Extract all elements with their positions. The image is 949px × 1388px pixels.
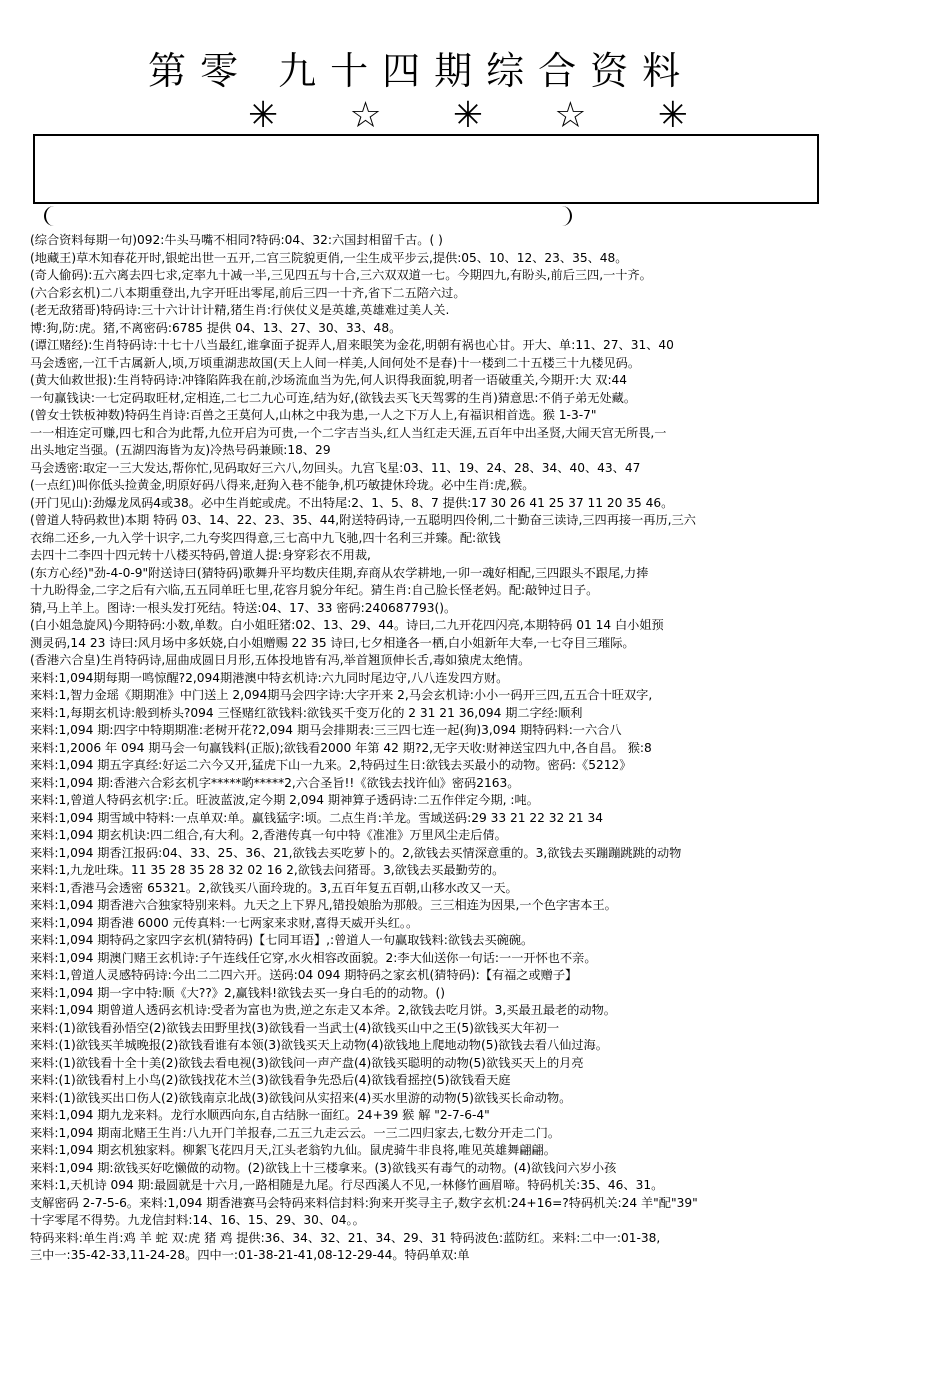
- star-row: [248, 96, 688, 136]
- text-line: (老无敌猪哥)特码诗:三十六计计计精,猪生肖:行侠仗义是英雄,英雄难过美人关.: [30, 303, 450, 317]
- blank-bracket: [44, 206, 572, 226]
- text-line: 来料:1,天机诗 094 期:最圆就是十六月,一路相随是九尾。行尽西溪人不见,一林修竹画眉啼。特码机关:35、46、31。: [30, 1178, 664, 1192]
- text-line: (一点红)叫你低头捡黄金,明原好码八得来,赶狗入巷不能争,机巧敏捷休玲珑。必中生肖:虎,猴。: [30, 478, 535, 492]
- text-line: 来料:1,094 期玄机诀:四二组合,有大利。2,香港传真一句中特《准准》万里风尘走后倩。: [30, 828, 507, 842]
- text-line: 来料:1,094 期:四字中特期期准:老树开花?2,094 期马会排期表:三三四七连一起(狗)3,094 期特码料:一六合八: [30, 723, 622, 737]
- text-line: (六合彩玄机)二八本期重登出,九字开旺出零尾,前后三四一十齐,省下二五陪六过。: [30, 285, 466, 300]
- text-line: 来料:(1)欲钱买出口伤人(2)欲钱南京北战(3)欲钱问从实招来(4)买水里游的动物(5)欲钱买长命动物。: [30, 1090, 572, 1105]
- text-line: 来料:1,每期玄机诗:般到桥头?094 三怪赌红欲钱料:欲钱买千变万化的 2 31 21 36,094 期二字经:顺利: [30, 705, 583, 720]
- outline-star-icon: ☆: [554, 95, 587, 136]
- text-line: 来料:1,094 期特码之家四字玄机(猜特码)【七同耳语】,:曾道人一句赢取钱料:欲钱去买碗碗。: [30, 933, 534, 947]
- text-line: (开门见山):劲爆龙凤码4或38。必中生肖蛇或虎。不出特尾:2、1、5、8、7 提供:17 30 26 41 25 37 11 20 35 46。: [30, 495, 674, 510]
- text-line: 特码来料:单生肖:鸡 羊 蛇 双:虎 猪 鸡 提供:36、34、32、21、34、29、31 特码波色:蓝防红。来料:二中一:01-38,: [30, 1230, 661, 1245]
- content-body: [30, 232, 922, 1265]
- text-line: 来料:1,094 期一字中特:顺《大??》2,赢钱料!欲钱去买一身白毛的的动物。(): [30, 985, 445, 1000]
- text-line: 三中一:35-42-33,11-24-28。四中一:01-38-21-41,08-12-29-44。特码单双:单: [30, 1248, 470, 1262]
- text-line: 来料:1,094 期曾道人透码玄机诗:受者为富也为贵,逆之东走又本斧。2,欲钱去吃月饼。3,买最丑最老的动物。: [30, 1003, 616, 1017]
- text-line: (白小姐急旋风)今期特码:小数,单数。白小姐旺猪:02、13、29、44。诗曰,二九开花四闪亮,本期特码 01 14 白小姐预: [30, 618, 664, 632]
- text-line: (曾道人特码救世)本期 特码 03、14、22、23、35、44,附送特码诗,一五聪明四伶俐,二十勤奋三读诗,三四再接一再历,三六: [30, 513, 696, 527]
- text-line: (曾女士铁板神数)特码生肖诗:百兽之王莫何人,山林之中我为患,一人之下万人上,有福识相首选。猴 1-3-7": [30, 408, 597, 422]
- text-line: 来料:1,香港马会透密 65321。2,欲钱买八面玲珑的。3,五百年复五百朝,山移水改又一天。: [30, 880, 518, 895]
- text-line: (奇人偷码):五六离去四七求,定率九十减一半,三见四五与十合,三六双双道一七。今期四九,有盼头,前后三四,一十齐。: [30, 268, 652, 282]
- asterisk-star-icon: ✳: [248, 95, 279, 136]
- text-line: (地藏王)草木知春花开时,银蛇出世一五开,二宫三院貌更俏,一尘生成平步云,提供:05、10、12、23、35、48。: [30, 250, 628, 265]
- text-line: (综合资料每期一句)092:牛头马嘴不相同?特码:04、32:六国封相留千古。( ): [30, 233, 443, 247]
- text-line: (东方心经)"劲-4-0-9"附送诗曰(猜特码)歌舞升平均数庆佳期,弃商从农学耕地,一卯一魂好相配,三四跟头不跟尾,力捧: [30, 565, 649, 580]
- text-line: 来料:1,智力金瑶《期期准》中门送上 2,094期马会四字诗:大字开来 2,马会玄机诗:小小一码开三四,五五合十旺双字,: [30, 688, 653, 702]
- text-line: 来料:1,094 期香港 6000 元传真料:一七两家来求财,喜得天威开头红。。: [30, 915, 419, 930]
- text-line: 去四十二李四十四元转十八楼买特码,曾道人提:身穿彩衣不用裁,: [30, 548, 371, 562]
- text-line: 来料:1,2006 年 094 期马会一句赢钱料(正版);欲钱看2000 年第 42 期?2,无字天收:财神送宝四九中,各自昌。 猴:8: [30, 740, 652, 755]
- outline-star-icon: ☆: [349, 95, 382, 136]
- text-line: 来料:(1)欲钱看孙悟空(2)欲钱去田野里找(3)欲钱看一当武士(4)欲钱买山中之王(5)欲钱买大年初一: [30, 1020, 560, 1035]
- text-line: 博:狗,防:虎。猪,不离密码:6785 提供 04、13、27、30、33、48。: [30, 320, 402, 335]
- text-line: (谭江赌经):生肖特码诗:十七十八当最红,谁拿面子捉弄人,眉来眼笑为金花,明朝有祸也心甘。开大、单:11、27、31、40: [30, 338, 674, 352]
- text-line: 来料:1,094 期南北赌王生肖:八九开门羊报春,二五三九走云云。一三二四归家去,七数分开走二门。: [30, 1125, 561, 1140]
- text-line: 来料:1,曾道人特码玄机字:丘。旺波蓝波,定今期 2,094 期神算子透码诗:二五作伴定今期, :吨。: [30, 793, 539, 807]
- asterisk-star-icon: ✳: [657, 95, 688, 136]
- text-line: 十九盼得金,二字之后有六临,五五同单旺七里,花容月貌分年纪。猜生肖:自己脸长怪老妈。配:敲钟过日子。: [30, 583, 599, 597]
- text-line: 来料:1,094期每期一鸣惊醒?2,094期港澳中特玄机诗:六九同时尾边守,八八连发四方财。: [30, 670, 509, 685]
- text-line: 出头地定当强。(五湖四海皆为友)冷热号码兼顾:18、29: [30, 443, 331, 457]
- text-line: 来料:1,094 期雪域中特料:一点单双:单。赢钱猛字:顷。二点生肖:羊龙。雪域送码:29 33 21 22 32 21 34: [30, 810, 604, 825]
- text-line: 一句赢钱诀:一七定码取旺材,定相连,二七二九心可连,结为好,(欲钱去买飞天驾雾的生肖)猜意思:不俏子弟无处藏。: [30, 390, 637, 405]
- text-line: 来料:1,094 期澳门赌王玄机诗:子午连线任它穿,水火相容改面貌。2:李大仙送你一句话:一一开怀也不亲。: [30, 950, 597, 965]
- text-line: 来料:(1)欲钱看村上小鸟(2)欲钱找花木兰(3)欲钱看争先恐后(4)欲钱看摇控(5)欲钱看天庭: [30, 1073, 511, 1087]
- text-line: 十字零尾不得势。九龙信封料:14、16、15、29、30、04。。: [30, 1213, 365, 1227]
- text-line: (香港六合皇)生肖特码诗,屈曲成圆日月形,五体投地皆有冯,举首翘顶伸长舌,毒如猿虎太绝情。: [30, 653, 531, 667]
- text-line: 一一相连定可赚,四七和合为此帮,九位开启为可贵,一个二字吉当头,红人当红走天涯,五百年中出圣贤,大闹天宫无所畏,一: [30, 425, 667, 440]
- text-line: 来料:1,094 期五字真经:好运二六今又开,猛虎下山一九来。2,特码过生日:欲钱去买最小的动物。密码:《5212》: [30, 758, 632, 772]
- text-line: 马会透密,一江千古属新人,顷,万顷重湖悲故国(天上人间一样美,人间何处不是春)十一楼到二十五楼三十九楼见码。: [30, 355, 641, 370]
- text-line: 马会透密:取定一三大发达,帮你忙,见码取好三六八,勿回头。九宫飞星:03、11、19、24、28、34、40、43、47: [30, 460, 641, 475]
- text-line: 来料:1,094 期香港六合独家特别来料。九天之上下界凡,错投娘胎为那般。三三相连为因果,一个色字害本王。: [30, 898, 617, 912]
- text-line: (黄大仙救世报):生肖特码诗:冲锋陷阵我在前,沙场流血当为先,何人识得我面貌,明者一语破重关,今期开:大 双:44: [30, 373, 628, 387]
- text-line: 来料:1,曾道人灵感特码诗:今出二二四六开。送码:04 094 期特码之家玄机(猜特码):【有福之或赠子】: [30, 968, 578, 982]
- text-line: 来料:1,094 期:香港六合彩玄机字*****哟*****2,六合圣旨!!《欲钱去找许仙》密码2163。: [30, 775, 520, 790]
- text-line: 来料:1,094 期香江报码:04、33、25、36、21,欲钱去买吃萝卜的。2,欲钱去买情深意重的。3,欲钱去买蹦蹦跳跳的动物: [30, 845, 682, 860]
- text-line: 来料:1,094 期玄机独家料。柳絮飞花四月天,江头老翁钓九仙。鼠虎骑牛非良将,唯见英雄舞翩翩。: [30, 1143, 556, 1157]
- text-line: 来料:1,094 期九龙来料。龙行水顺西向东,自古结脉一面红。24+39 猴 解 "2-7-6-4": [30, 1108, 490, 1122]
- page-title: 第零 九十四期综合资料: [148, 49, 695, 93]
- text-line: 猜,马上羊上。图诗:一根头发打死结。特送:04、17、33 密码:240687793()。: [30, 600, 457, 615]
- text-line: 衣绵二还乡,一九入学十识字,二九夸奖四得意,三七高中九飞驰,四十名利三并臻。配:欲钱: [30, 530, 501, 545]
- blank-banner-box: [33, 134, 819, 204]
- text-line: 来料:(1)欲钱看十全十美(2)欲钱去看电视(3)欲钱问一声产盘(4)欲钱买聪明的动物(5)欲钱买天上的月亮: [30, 1055, 584, 1070]
- text-line: 测灵码,14 23 诗曰:风月场中多妖娆,白小姐赠赐 22 35 诗曰,七夕相逢各一栖,白小姐新年大奉,一七夺目三璀际。: [30, 635, 635, 650]
- text-line: 来料:1,094 期:欲钱买好吃懒做的动物。(2)欲钱上十三楼拿来。(3)欲钱买有毒气的动物。(4)欲钱问六岁小孩: [30, 1160, 617, 1175]
- text-line: 来料:1,九龙吐珠。11 35 28 35 28 32 02 16 2,欲钱去问猪哥。3,欲钱去买最勤劳的。: [30, 863, 505, 877]
- asterisk-star-icon: ✳: [452, 95, 484, 136]
- text-line: 支解密码 2-7-5-6。来料:1,094 期香港赛马会特码来料信封料:狗来开奖寻主子,数字玄机:24+16=?特码机关:24 羊"配"39": [30, 1195, 698, 1210]
- text-line: 来料:(1)欲钱买羊城晚报(2)欲钱看谁有本领(3)欲钱买天上动物(4)欲钱地上爬地动物(5)欲钱去看八仙过海。: [30, 1038, 608, 1052]
